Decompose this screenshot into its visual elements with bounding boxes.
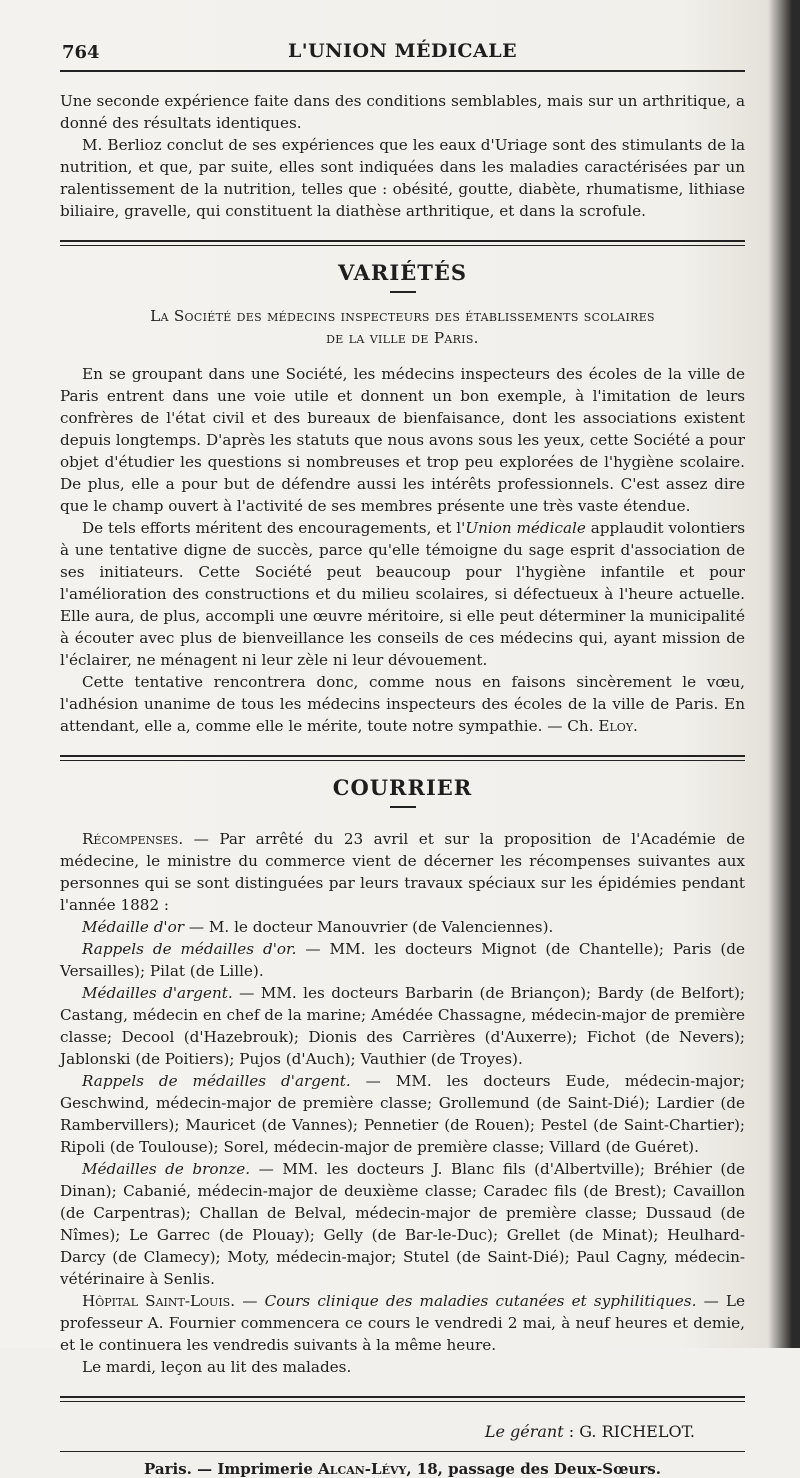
p3-text: Cette tentative rencontrera donc, comme nous en faisons sincèrement le vœu, l'adhésion unanime de tous les médecins inspecteurs des écoles de la ville de Paris. En attendant, elle a, comme elle le mérite, toute notre sympathie. — Ch. bbox=[60, 673, 745, 735]
footer-divider bbox=[60, 1396, 745, 1402]
award-text: — MM. les docteurs Mignot (de Chantelle); Paris (de Versailles); Pilat (de Lille). bbox=[60, 940, 746, 980]
award-text: — MM. les docteurs Eude, médecin-major; Geschwind, médecin-major de première classe; Grollemund (de Saint-Dié); Lardier (de Rambervillers); Mauricet (de Vannes); Pennetier (de Rouen); Pestel (de Saint-Chartier); Ripoli (de Toulouse); Sorel, médecin-major de première classe; Villard (de Guéret). bbox=[60, 1072, 745, 1156]
recompenses-text: — Par arrêté du 23 avril et sur la proposition de l'Académie de médecine, le ministre du commerce vient de décerner les récompenses suivantes aux personnes qui se sont distinguées par leurs travaux spéciaux sur les épidémies pendant l'année 1882 : bbox=[60, 830, 745, 914]
recompenses-label: Récompenses. bbox=[82, 830, 184, 848]
imprint-before: Paris. — Imprimerie bbox=[144, 1460, 319, 1478]
recompenses-paragraph bbox=[60, 828, 745, 916]
intro-paragraph-1: Une seconde expérience faite dans des conditions semblables, mais sur un arthritique, a donné des résultats identiques. bbox=[60, 92, 745, 132]
award-entry bbox=[60, 938, 745, 982]
author-signature: Eloy. bbox=[598, 717, 638, 735]
award-text: — MM. les docteurs Barbarin (de Briançon); Bardy (de Belfort); Castang, médecin en chef de la marine; Amédée Chassagne, médecin-major de première classe; Decool (d'Hazebrouk); Dionis des Carrières (d'Auxerre); Fichot (de Nevers); Jablonski (de Poitiers); Pujos (d'Auch); Vauthier (de Troyes). bbox=[60, 984, 745, 1068]
varietes-subhead-line1: La Société des médecins inspecteurs des établissements scolaires bbox=[150, 307, 655, 325]
courrier-body bbox=[60, 828, 745, 1378]
running-title: L'UNION MÉDICALE bbox=[287, 40, 518, 62]
section-divider bbox=[60, 755, 745, 761]
courrier-title: COURRIER bbox=[332, 775, 473, 800]
award-text: — MM. les docteurs J. Blanc fils (d'Albertville); Bréhier (de Dinan); Cabanié, médecin-major de deuxième classe; Caradec fils (de Brest); Cavaillon (de Carpentras); Challan de Belval, médecin-major de première classe; Dussaud (de Nîmes); Le Garrec (de Plouay); Gelly (de Bar-le-Duc); Grellet (de Minat); Heulhard-Darcy (de Clamecy); Moty, médecin-major; Stutel (de Saint-Dié); Paul Cagny, médecin-vétérinaire à Senlis. bbox=[60, 1160, 745, 1288]
hopital-dash: — bbox=[235, 1292, 265, 1310]
intro-paragraph-2: M. Berlioz conclut de ses expériences que les eaux d'Uriage sont des stimulants de la nutrition, et que, par suite, elles sont indiquées dans les maladies caractérisées par un ralentissement de la nutrition, telles que : obésité, goutte, diabète, rhumatisme, lithiase biliaire, gravelle, qui constituent la diathèse arthritique, et dans la scrofule. bbox=[60, 136, 745, 220]
hopital-label: Hôpital Saint-Louis. bbox=[82, 1292, 236, 1310]
p2-before: De tels efforts méritent des encouragements, et l' bbox=[82, 519, 466, 537]
award-text: — M. le docteur Manouvrier (de Valenciennes). bbox=[184, 918, 554, 936]
award-entry bbox=[60, 916, 745, 938]
award-label: Médailles de bronze. bbox=[82, 1160, 251, 1178]
varietes-title: VARIÉTÉS bbox=[337, 260, 468, 285]
p2-after: applaudit volontiers à une tentative digne de succès, parce qu'elle témoigne du sage esprit d'association de ses initiateurs. Cette Société peut beaucoup pour l'hygiène infantile et pour l'amélioration des constructions et du milieu scolaires, si défectueux à l'heure actuelle. Elle aura, de plus, accompli une œuvre méritoire, si elle peut déterminer la municipalité à écouter avec plus de bienveillance les conseils de ces médecins qui, ayant mission de l'éclairer, ne ménagent ni leur zèle ni leur dévouement. bbox=[60, 519, 745, 669]
printer-name: Alcan-Lévy bbox=[318, 1460, 407, 1478]
hopital-paragraph bbox=[60, 1290, 745, 1356]
printer-imprint bbox=[60, 1460, 745, 1478]
title-underline bbox=[390, 806, 416, 808]
award-entry bbox=[60, 1158, 745, 1290]
gerant-signature bbox=[60, 1422, 745, 1441]
hopital-text: — Le professeur A. Fournier commencera ce cours le vendredi 2 mai, à neuf heures et demie, et le continuera les vendredis suivants à la même heure. bbox=[60, 1292, 746, 1354]
varietes-subhead bbox=[60, 305, 745, 349]
award-entry bbox=[60, 1070, 745, 1158]
imprint-after: , 18, passage des Deux-Sœurs. bbox=[406, 1460, 661, 1478]
varietes-paragraph-1: En se groupant dans une Société, les médecins inspecteurs des écoles de la ville de Paris entrent dans une voie utile et donnent un bon exemple, à l'imitation de leurs confrères de l'état civil et des bureaux de bienfaisance, dont les associations existent depuis longtemps. D'après les statuts que nous avons sous les yeux, cette Société a pour objet d'étudier les questions si nombreuses et trop peu explorées de l'hygiène scolaire. De plus, elle a pour but de défendre aussi les intérêts professionnels. C'est assez dire que le champ ouvert à l'activité de ses membres présente une très vaste étendue. bbox=[60, 365, 745, 515]
award-label: Rappels de médailles d'argent. bbox=[82, 1072, 351, 1090]
intro-block bbox=[60, 90, 745, 222]
page-header bbox=[60, 30, 745, 72]
section-divider bbox=[60, 240, 745, 246]
varietes-subhead-line2: de la ville de Paris. bbox=[326, 329, 479, 347]
award-label: Rappels de médailles d'or. bbox=[82, 940, 297, 958]
gerant-name: G. RICHELOT. bbox=[579, 1422, 695, 1441]
award-label: Médailles d'argent. bbox=[82, 984, 233, 1002]
gerant-sep: : bbox=[563, 1422, 580, 1441]
award-label: Médaille d'or bbox=[82, 918, 185, 936]
journal-name: Union médicale bbox=[465, 519, 586, 537]
varietes-paragraph-2 bbox=[60, 517, 745, 671]
page-content bbox=[60, 30, 745, 1478]
varietes-body bbox=[60, 363, 745, 737]
hopital-last-line: Le mardi, leçon au lit des malades. bbox=[82, 1358, 352, 1376]
title-underline bbox=[390, 291, 416, 293]
course-title: Cours clinique des maladies cutanées et syphilitiques. bbox=[264, 1292, 697, 1310]
varietes-paragraph-3 bbox=[60, 671, 745, 737]
award-entry bbox=[60, 982, 745, 1070]
footer-rule bbox=[60, 1451, 745, 1452]
gerant-label: Le gérant bbox=[484, 1422, 564, 1441]
page-number: 764 bbox=[62, 42, 100, 63]
